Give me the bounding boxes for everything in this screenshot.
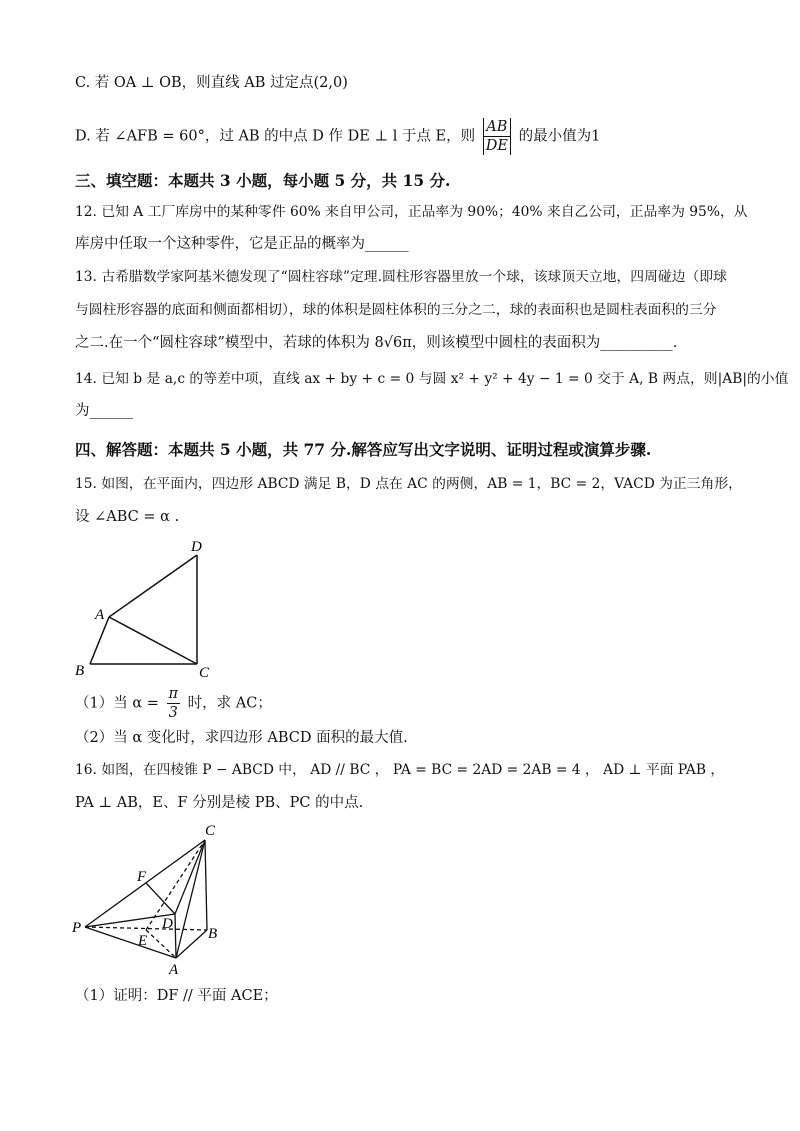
option-d-tail: 的最小值为1: [518, 128, 601, 145]
section-3-heading: 三、填空题：本题共 3 小题，每小题 5 分，共 15 分.: [75, 171, 451, 190]
q15-part2: （2）当 α 变化时，求四边形 ABCD 面积的最大值.: [75, 730, 408, 746]
label-b: B: [75, 663, 85, 679]
q14-line2: 为______: [75, 403, 133, 419]
label-e: E: [138, 933, 148, 949]
q16-line2: PA ⊥ AB，E、F 分别是棱 PB、PC 的中点.: [75, 795, 364, 811]
q15-part1-tail: 时，求 AC；: [187, 695, 272, 712]
q15-part1: [75, 685, 272, 722]
edge-da: [109, 555, 197, 617]
label-a: A: [95, 607, 105, 623]
q15-line1: 15. 如图，在平面内，四边形 ABCD 满足 B，D 点在 AC 的两侧，AB = 1，BC = 2，VACD 为正三角形，: [75, 476, 742, 492]
edge-ab: [176, 930, 207, 958]
q12-line1: 12. 已知 A 工厂库房中的某种零件 60% 来自甲公司，正品率为 90%；40% 来自乙公司，正品率为 95%，从: [75, 204, 748, 220]
numerator: AB: [483, 118, 511, 137]
option-d-text: D. 若 ∠AFB = 60°，过 AB 的中点 D 作 DE ⊥ l 于点 E，则: [75, 128, 476, 145]
edge-bc: [205, 840, 207, 930]
label-p: P: [72, 920, 82, 936]
denominator: 3: [168, 705, 178, 721]
edge-ab: [90, 617, 109, 664]
denominator: DE: [483, 137, 511, 155]
q15-part1-text: （1）当 α =: [75, 695, 159, 712]
edge-fd: [146, 883, 175, 914]
option-c: C. 若 OA ⊥ OB，则直线 AB 过定点(2,0): [75, 75, 348, 91]
label-b: B: [208, 926, 218, 942]
label-d: D: [191, 539, 202, 555]
edge-ea-dashed: [146, 930, 176, 958]
numerator: π: [168, 686, 179, 702]
figure-quadrilateral: [90, 555, 197, 664]
q13-line3: 之二.在一个“圆柱容球”模型中，若球的体积为 8√6π，则该模型中圆柱的表面积为__________.: [75, 335, 678, 351]
q15-line2: 设 ∠ABC = α .: [75, 509, 180, 525]
q13-line2: 与圆柱形容器的底面和侧面都相切），球的体积是圆柱体积的三分之二，球的表面积也是圆柱表面积的三分: [75, 302, 717, 318]
q16-line1: 16. 如图，在四棱锥 P − ABCD 中， AD // BC ， PA = BC = 2AD = 2AB = 4 ， AD ⊥ 平面 PAB ，: [75, 762, 725, 778]
label-c: C: [199, 665, 210, 681]
section-4-heading: 四、解答题：本题共 5 小题，共 77 分.解答应写出文字说明、证明过程或演算步骤.: [75, 440, 652, 459]
edge-ac: [109, 617, 197, 664]
label-a: A: [169, 962, 179, 978]
q12-line2: 库房中任取一个这种零件，它是正品的概率为______: [75, 236, 409, 252]
q13-line1: 13. 古希腊数学家阿基米德发现了“圆柱容球”定理.圆柱形容器里放一个球，该球顶天立地，四周碰边（即球: [75, 269, 727, 285]
label-f: F: [137, 869, 147, 885]
label-c: C: [205, 823, 216, 839]
q16-part1: （1）证明：DF // 平面 ACE；: [75, 988, 278, 1004]
label-d: D: [162, 916, 173, 932]
fraction: [167, 685, 181, 722]
edge-da: [175, 914, 176, 958]
q14-line1: 14. 已知 b 是 a,c 的等差中项，直线 ax + by + c = 0 与圆 x² + y² + 4y − 1 = 0 交于 A, B 两点，则|AB|的小值: [75, 371, 789, 387]
